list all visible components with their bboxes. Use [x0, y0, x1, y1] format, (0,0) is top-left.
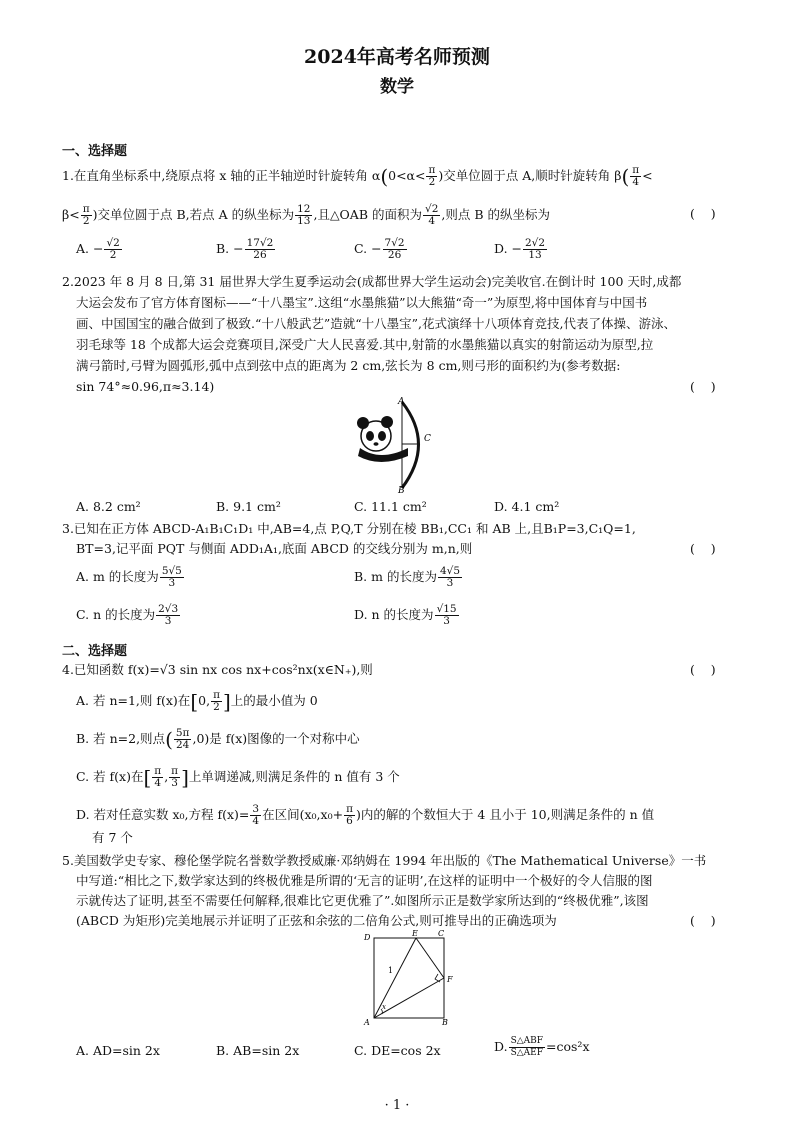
section-heading-2: 二、选择题 [62, 644, 128, 659]
fig5-label-e: E [412, 929, 418, 938]
q3-option-b: B. m 的长度为 $\frac{4√5}{3}$ [354, 565, 461, 589]
q3-option-d: D. n 的长度为 $\frac{√15}{3}$ [354, 603, 457, 627]
q5-line-4: (ABCD 为矩形)完美地展示并证明了正弦和余弦的二倍角公式,则可推导出的正确选项为 [76, 913, 557, 928]
q3-answer-paren: ( ) [690, 541, 716, 556]
q2-option-b: B. 9.1 cm² [216, 499, 281, 514]
q2-line-1: 2.2023 年 8 月 8 日,第 31 届世界大学生夏季运动会(成都世界大学生运动会)完美收官.在倒计时 100 天时,成都 [62, 274, 682, 289]
q4-option-b: B. 若 n=2,则点( $\frac{5\pi}{24}$ ,0)是 f(x)图像的一个对称中心 [76, 727, 360, 752]
q2-line-2: 大运会发布了官方体育图标——“十八墨宝”.这组“水墨熊猫”以大熊猫“奇一”为原型,将中国体育与中国书 [76, 295, 648, 310]
q2-option-c: C. 11.1 cm² [354, 499, 427, 514]
q4-stem: 4.已知函数 f(x)=√3 sin nx cos nx+cos²nx(x∈N₊),则 [62, 662, 373, 677]
q5-option-b: B. AB=sin 2x [216, 1043, 300, 1058]
fig5-label-x: x [382, 1003, 386, 1011]
fig5-label-b: B [442, 1018, 448, 1027]
page-title: 2024年高考名师预测 [304, 46, 490, 68]
q3-line-1: 3.已知在正方体 ABCD-A₁B₁C₁D₁ 中,AB=4,点 P,Q,T 分别在棱 BB₁,CC₁ 和 AB 上,且B₁P=3,C₁Q=1, [62, 521, 636, 536]
q2-answer-paren: ( ) [690, 379, 716, 394]
q1-option-c: C. − $\frac{7√2}{26}$ [354, 237, 405, 261]
q3-option-c: C. n 的长度为 $\frac{2√3}{3}$ [76, 603, 179, 627]
fig-label-a: A [398, 397, 405, 407]
q2-line-3: 画、中国国宝的融合做到了极致.“十八般武艺”造就“十八墨宝”,花式演绎十八项体育竞技,代表了体操、游泳、 [76, 316, 676, 331]
q5-option-a: A. AD=sin 2x [76, 1043, 160, 1058]
q5-line-3: 示就传达了证明,甚至不需要任何解释,很难比它更优雅了”.如图所示正是数学家所达到的“终极优雅”,该图 [76, 893, 649, 908]
fig-label-c: C [424, 434, 431, 444]
fig-label-b: B [398, 486, 405, 494]
q2-line-5: 满弓箭时,弓臂为圆弧形,弧中点到弦中点的距离为 2 cm,弦长为 8 cm,则弓形的面积约为(参考数据: [76, 358, 621, 373]
q1-option-a: A. − $\frac{√2}{2}$ [76, 237, 120, 261]
page-number: · 1 · [384, 1098, 410, 1113]
q3-option-a: A. m 的长度为 $\frac{5√5}{3}$ [76, 565, 182, 589]
q2-line-6: sin 74°≈0.96,π≈3.14) [76, 379, 215, 394]
fig5-label-c: C [438, 929, 445, 938]
q4-answer-paren: ( ) [690, 662, 716, 677]
q4-option-d: D. 若对任意实数 x₀,方程 f(x)= $\frac{3}{4}$ 在区间(x₀,x₀+ $\frac{\pi}{6}$ )内的解的个数恒大于 4 且小于 10,则满足条件的 n 值 [76, 803, 655, 827]
fig5-label-one: 1 [388, 966, 394, 975]
q5-answer-paren: ( ) [690, 913, 716, 928]
q5-line-1: 5.美国数学史专家、穆伦堡学院名誉数学教授威廉·邓纳姆在 1994 年出版的《The Mathematical Universe》一书 [62, 853, 707, 868]
q5-option-d: D. $\frac{\text{S△ABF}}{\text{S△AEF}}$ =cos²x [494, 1036, 590, 1058]
q5-option-c: C. DE=cos 2x [354, 1043, 441, 1058]
q4-option-d-cont: 有 7 个 [92, 830, 133, 845]
q4-option-c: C. 若 f(x)在[ $\frac{\pi}{4}$ , $\frac{\pi}{3}$ ]上单调递减,则满足条件的 n 值有 3 个 [76, 765, 400, 790]
q1-option-d: D. − $\frac{2√2}{13}$ [494, 237, 546, 261]
q1-line-2: β< $\frac{\pi}{2}$ )交单位圆于点 B,若点 A 的纵坐标为 $\frac{12}{13}$ ,且△OAB 的面积为 $\frac{√2}{4}$ ,则点 B 的纵坐标为 [62, 203, 550, 227]
q2-option-a: A. 8.2 cm² [76, 499, 141, 514]
page-subtitle: 数学 [380, 77, 414, 97]
q2-option-d: D. 4.1 cm² [494, 499, 560, 514]
q1-answer-paren: ( ) [690, 206, 716, 221]
q2-line-4: 羽毛球等 18 个成都大运会竞赛项目,深受广大人民喜爱.其中,射箭的水墨熊猫以真实的射箭运动为原型,拉 [76, 337, 654, 352]
fig5-label-f: F [447, 975, 453, 984]
section-heading-1: 一、选择题 [62, 144, 128, 159]
q3-line-2: BT=3,记平面 PQT 与侧面 ADD₁A₁,底面 ABCD 的交线分别为 m,n,则 [76, 541, 473, 556]
q1-option-b: B. − $\frac{17√2}{26}$ [216, 237, 274, 261]
q5-line-2: 中写道:“相比之下,数学家达到的终极优雅是所谓的‘无言的证明’,在这样的证明中一个极好的令人信服的图 [76, 873, 653, 888]
panda-archery-figure [350, 396, 460, 494]
q1-line-1: 1.在直角坐标系中,绕原点将 x 轴的正半轴逆时针旋转角 α(0<α< $\frac{\pi}{2}$ )交单位圆于点 A,顺时针旋转角 β( $\frac{\pi}{4}$ < [62, 164, 653, 189]
rectangle-proof-figure [358, 928, 458, 1028]
fig5-label-a: A [364, 1018, 370, 1027]
fig5-label-d: D [364, 933, 371, 942]
q4-option-a: A. 若 n=1,则 f(x)在[0, $\frac{\pi}{2}$ ]上的最小值为 0 [76, 689, 318, 714]
